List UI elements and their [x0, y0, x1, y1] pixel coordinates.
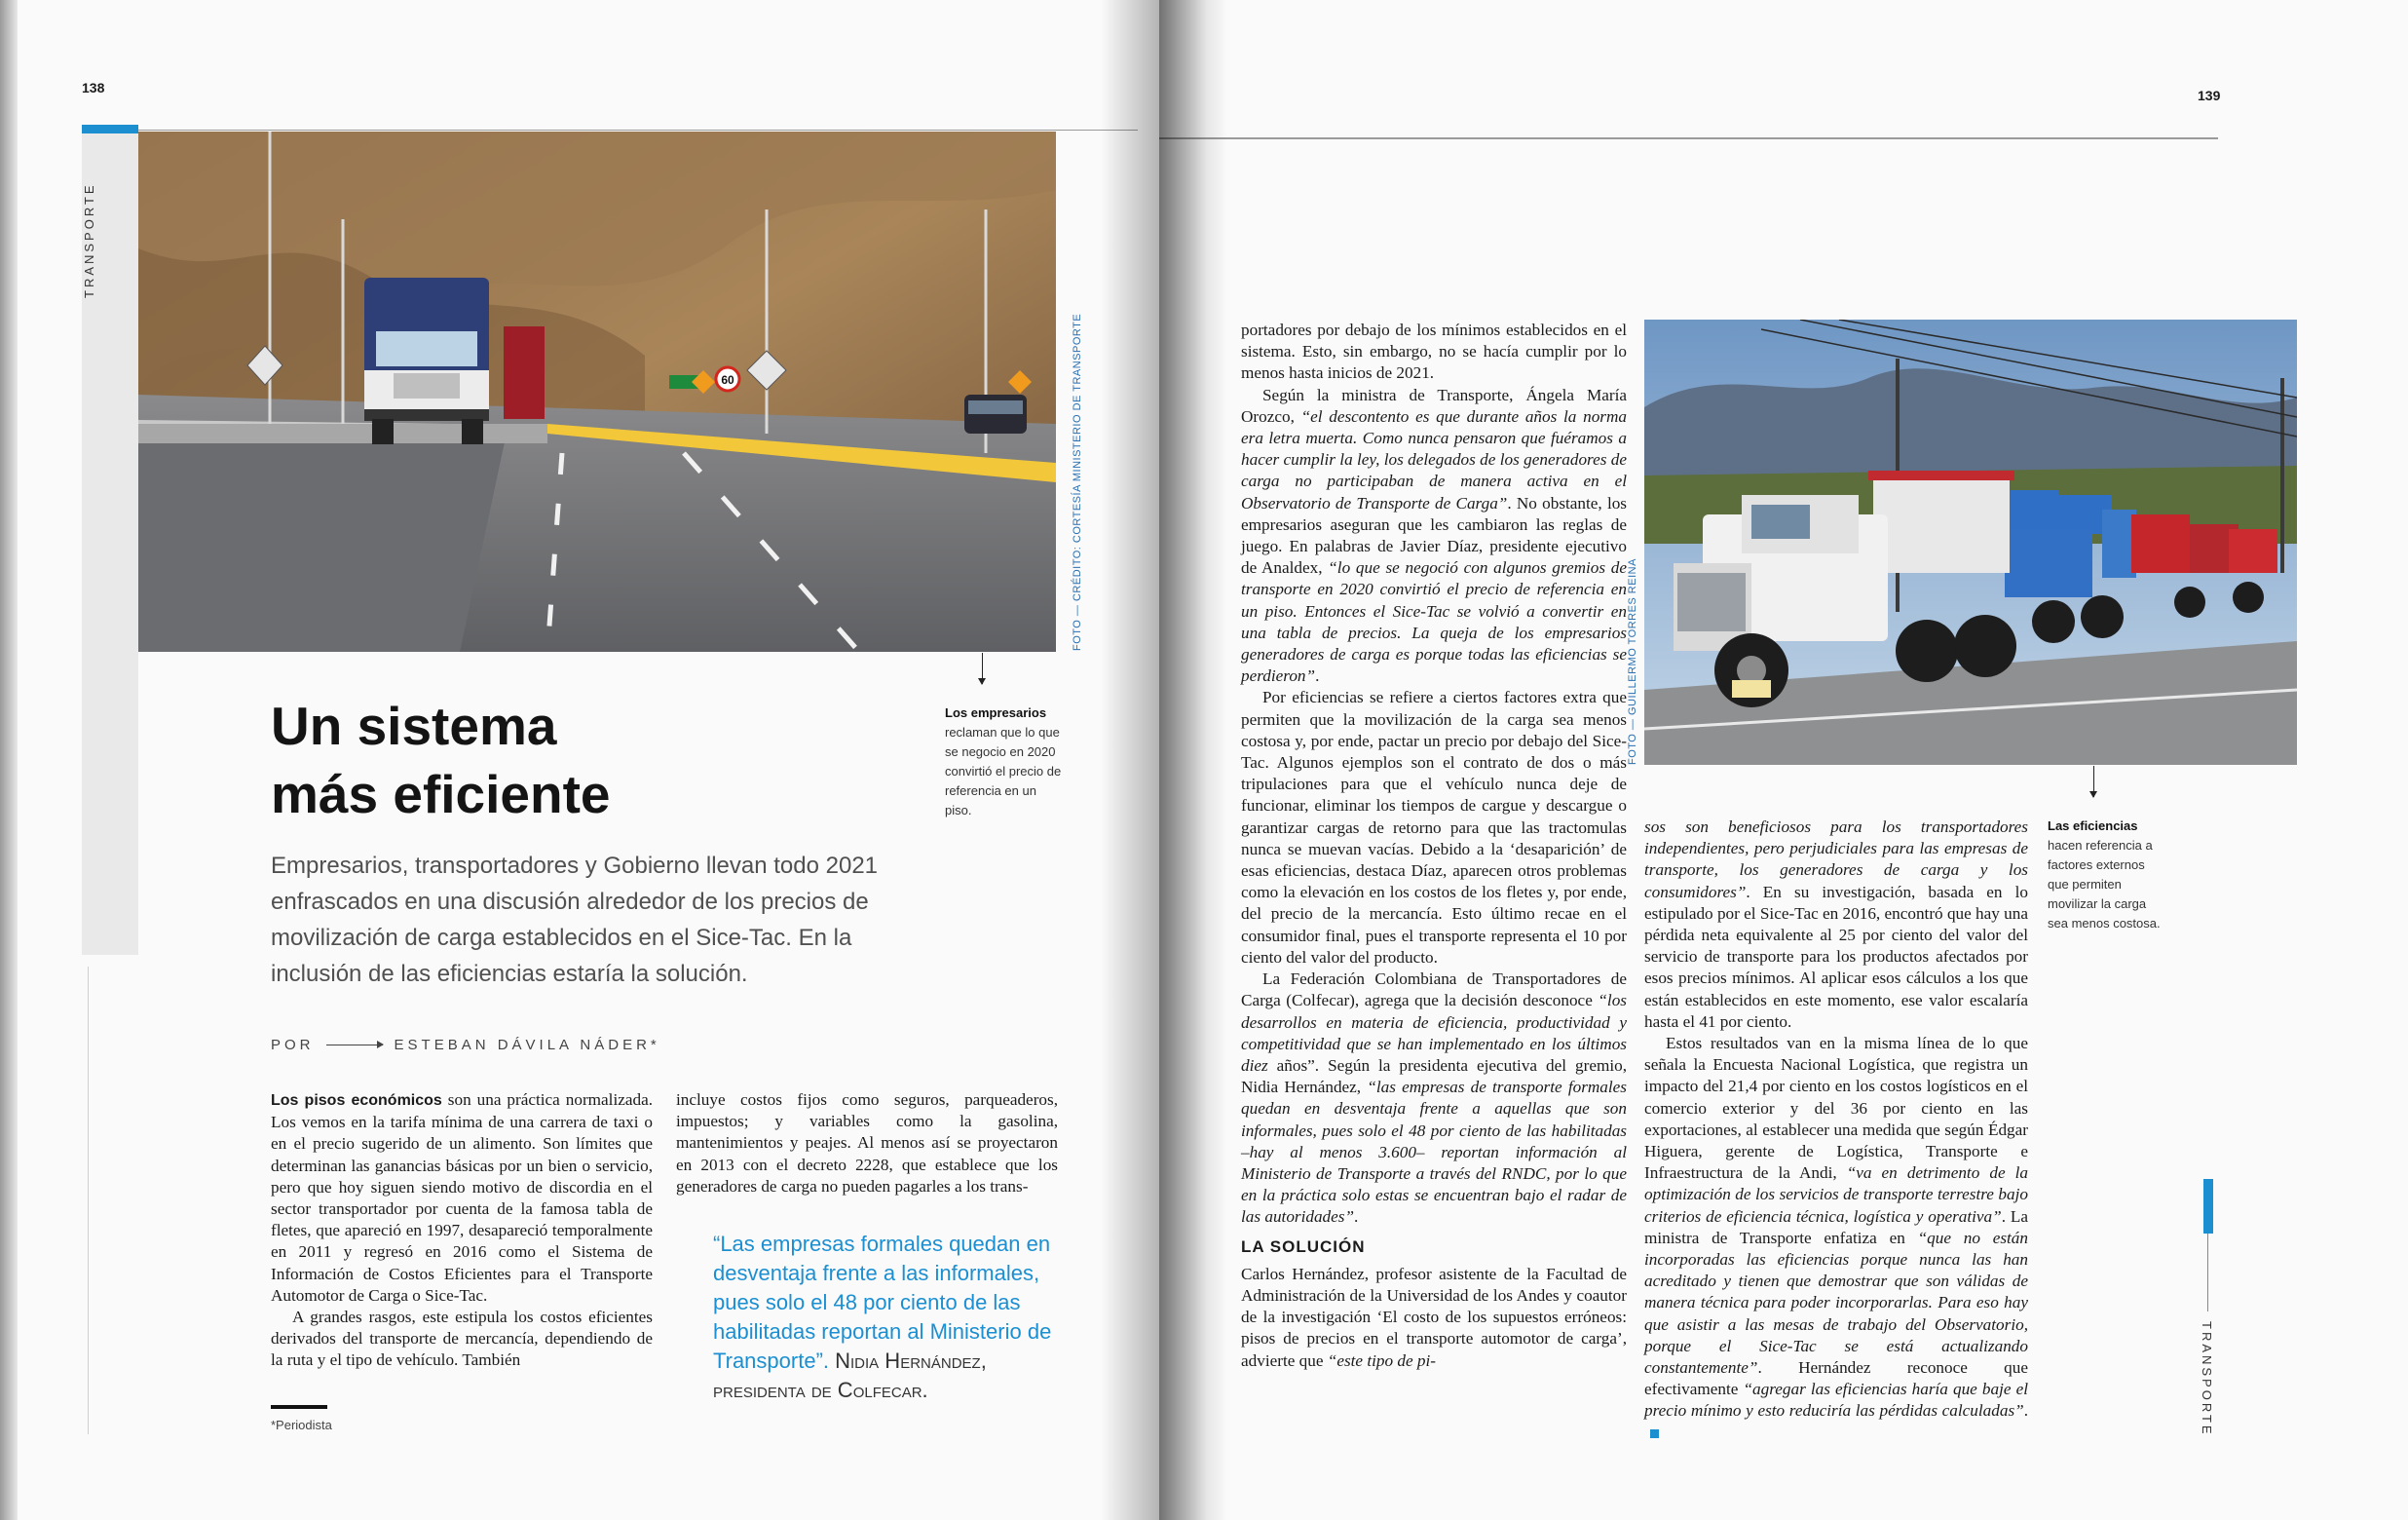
quote-hernandez-nidia: “las empresas de transporte formales quedan en desventaja frente a aquellas que son informales, pues solo el 48 por ciento de las habilitadas –hay al menos 3.600– reportan información al Ministerio de Transporte a través del RNDC, por lo que en la práctica solo estas se encuentran bajo el radar de las autoridades” — [1241, 1078, 1627, 1227]
footnote-rule — [271, 1405, 327, 1409]
quote-ministra: “que no están incorporadas las eficiencias porque nunca las han acreditado y tienen que demostrar que son válidas de manera técnica para poder incorporarlas. Para eso hay que asistir a las mesas de trabajo del Observatorio, porque el Sice-Tac se está actualizando constantemente” — [1644, 1228, 2028, 1378]
caption-pointer-right — [2093, 766, 2094, 797]
right-col1-p4-c: . — [1354, 1207, 1359, 1227]
right-page — [1159, 0, 2408, 1520]
quote-carlos-start: “este tipo de pi- — [1327, 1350, 1436, 1370]
right-col2-p1-b: . En su investigación, basada en lo estipulado por el Sice-Tac en 2016, encontró que hay una pérdida neta equivalente al 25 por ciento del valor del servicio de transporte para los productos afectados por esos precios mínimos. Al aplicar esos cálculos a los que están establecidos en este momento, ese valor escalaría hasta el 41 por ciento. — [1644, 882, 2028, 1031]
section-tab-accent — [82, 125, 138, 133]
right-col1-p2-b: . No obstante, los empresarios aseguran que les cambiaron las reglas de juego. En palabras de Javier Díaz, presidente ejecutivo de Analdex, — [1241, 493, 1627, 578]
quote-colfecar: “los desarrollos en materia de eficiencia, productividad y competitividad que se han implementado en los últimos diez — [1241, 991, 1627, 1075]
lead-in: Los pisos económicos — [271, 1092, 442, 1109]
quote-carlos-end: sos son beneficiosos para los transportadores independientes, pero perjudiciales para las empresas de transporte, los generadores de carga y los consumidores” — [1644, 817, 2028, 901]
caption-bold-left: Los empresarios — [945, 705, 1047, 720]
right-col1-p2-c: . — [1315, 666, 1320, 686]
photo-credit-left: FOTO — CRÉDITO: CORTESÍA MINISTERIO DE TRANSPORTE — [1072, 313, 1083, 651]
hero-photo-illustration — [138, 132, 1056, 652]
header-rule — [138, 130, 1138, 131]
right-col2-p2-c: . Hernández reconoce que efectivamente — [1644, 1358, 2028, 1399]
right-col1-p3: Por eficiencias se refiere a ciertos factores extra que permiten que la movilización de la carga sea menos costosa y, por ende, pactar un precio por debajo del Sice-Tac. Algunos ejemplos son el contrato de dos o más tripulaciones para que el vehículo nunca deje de funcionar, eliminar los tiempos de cargue y descargue o garantizar cargas de retorno para que las tractomulas nunca se muevan vacías. Debido a la ‘desaparición’ de esas eficiencias, destaca Díaz, aparecen otros problemas como la elevación en los costos de los fletes y, por ende, del precio de la mercancía. Esto último recae en el consumidor final, pues el transporte representa el 10 por ciento del valor del producto. — [1241, 688, 1627, 967]
article-dek: Empresarios, transportadores y Gobierno llevan todo 2021 enfrascados en una discusión alrededor de los precios de movilización de carga establecidos en el Sice-Tac. En la inclusión de las eficiencias estaría la solución. — [271, 853, 879, 987]
article-title — [271, 692, 611, 828]
pull-quote — [713, 1230, 1056, 1405]
header-rule-right — [1159, 137, 2218, 139]
right-col1-p4-b: años”. Según la presidenta ejecutiva del gremio, Nidia Hernández, — [1241, 1055, 1627, 1097]
photo-caption-left — [945, 703, 1062, 820]
left-column-2 — [676, 1089, 1058, 1197]
quote-diaz: “lo que se negoció con algunos gremios de transporte en 2020 convirtió el precio de referencia en un piso. Entonces el Sice-Tac se volvió a convertir en una tabla de precios. La queja de los empresarios generadores de carga es porque todas las eficiencias se perdieron” — [1241, 558, 1628, 686]
page-number-right: 139 — [2198, 88, 2221, 103]
right-col1-p2-a: Según la ministra de Transporte, Ángela María Orozco, — [1241, 385, 1627, 426]
footnote: *Periodista — [271, 1418, 332, 1432]
quote-hernandez-carlos: “agregar las eficiencias haría que baje el precio mínimo y esto reduciría las pérdidas calculadas” — [1644, 1380, 2028, 1421]
byline — [271, 1037, 660, 1053]
section-tab-line-right — [2207, 1234, 2208, 1311]
right-col2-p2-d: . — [2023, 1401, 2028, 1421]
hero-photo-trucks-highway — [138, 132, 1056, 652]
right-col2-p2-b: . La ministra de Transporte enfatiza en — [1644, 1206, 2028, 1247]
right-column-1 — [1241, 320, 1627, 1372]
section-tab-accent-right — [2203, 1179, 2213, 1234]
left-margin-line — [88, 967, 89, 1434]
caption-text-right: hacen referencia a factores externos que permiten movilizar la carga sea menos costosa. — [2048, 838, 2161, 931]
photo-caption-right — [2048, 817, 2166, 933]
dump-trucks-photo — [1644, 320, 2297, 765]
subhead-la-solucion: LA SOLUCIÓN — [1241, 1236, 1366, 1256]
left-page — [0, 0, 1159, 1520]
title-line-2: más eficiente — [271, 764, 611, 824]
title-line-1: Un sistema — [271, 696, 557, 756]
caption-pointer-left — [982, 653, 983, 684]
quote-orozco: “el descontento es que durante años la norma era letra muerta. Como nunca pensaron que fuéramos a hacer cumplir la ley, los delegados de los generadores de carga no participaban de manera activa en el Observatorio de Transporte de Carga” — [1241, 406, 1627, 513]
section-label-left: TRANSPORTE — [82, 182, 96, 298]
caption-bold-right: Las eficiencias — [2048, 818, 2138, 833]
end-mark-icon — [1650, 1429, 1659, 1438]
quote-higuera: “va en detrimento de la optimización de los servicios de transporte terrestre bajo criterios de eficiencia técnica, logística y operativa” — [1644, 1163, 2028, 1226]
byline-por: POR — [271, 1037, 315, 1053]
photo-credit-right: FOTO — GUILLERMO TORRES REINA — [1627, 558, 1638, 765]
page-number-left: 138 — [82, 80, 105, 95]
left-col1-p1: son una práctica normalizada. Los vemos en la tarifa mínima de una carrera de taxi o en el precio sugerido de un alimento. Son límites que determinan las ganancias básicas por un bien o servicio, pero que hoy siguen siendo motivo de discordia en el sector transportador por cuenta de la famosa tabla de fletes, que apareció en 1997, desapareció temporalmente en 2011 y regresó en 2016 como el Sistema de Información de Costos Eficientes para el Transporte Automotor de Carga o Sice-Tac. — [271, 1090, 654, 1305]
right-col1-p4-a: La Federación Colombiana de Transportadores de Carga (Colfecar), agrega que la decisión desconoce — [1241, 969, 1627, 1010]
pull-quote-text: “Las empresas formales quedan en desventaja frente a las informales, pues solo el 48 por ciento de las habilitadas reportan al Ministerio de Transporte”. — [713, 1232, 1052, 1373]
left-column-1 — [271, 1089, 653, 1372]
speed-sign-text: 60 — [721, 373, 734, 387]
dump-trucks-illustration — [1644, 320, 2297, 765]
right-col2-p2-a: Estos resultados van en la misma línea de lo que señala la Encuesta Nacional Logística, que registra un impacto del 21,4 por ciento en los costos logísticos en el comercio exterior y del 36 por ciento en las exportaciones, al establecer una medida que según Édgar Higuera, gerente de Logística, Transporte e Infraestructura de la Andi, — [1644, 1034, 2028, 1183]
right-col1-p5-a: Carlos Hernández, profesor asistente de la Facultad de Administración de la Universidad de los Andes y coautor de la investigación ‘El costo de los supuestos erróneos: pisos de precios en el transporte automotor de carga’, advierte que — [1241, 1264, 1627, 1370]
section-label-right: TRANSPORTE — [2200, 1321, 2214, 1437]
gutter-shadow-right — [1159, 0, 1227, 1520]
pull-quote-attribution: Nidia Hernández, presidenta de Colfecar. — [713, 1349, 987, 1402]
left-col2-p1: incluye costos fijos como seguros, parqueaderos, impuestos; y variables como la gasolina, mantenimientos y peajes. Al menos así se proyectaron en 2013 con el decreto 2228, que establece que los generadores de carga no pueden pagarles a los trans- — [676, 1090, 1058, 1196]
gutter-shadow-left — [1101, 0, 1159, 1520]
right-col1-p1: portadores por debajo de los mínimos establecidos en el sistema. Esto, sin embargo, no se hacía cumplir por lo menos hasta inicios de 2021. — [1241, 321, 1627, 383]
byline-author: ESTEBAN DÁVILA NÁDER* — [394, 1037, 660, 1053]
left-col1-p2: A grandes rasgos, este estipula los costos eficientes derivados del transporte de mercancía, dependiendo de la ruta y el tipo de vehículo. También — [271, 1308, 653, 1370]
caption-text-left: reclaman que lo que se negocio en 2020 convirtió el precio de referencia en un piso. — [945, 725, 1062, 817]
left-page-edge — [0, 0, 18, 1520]
right-column-2 — [1644, 817, 2028, 1444]
